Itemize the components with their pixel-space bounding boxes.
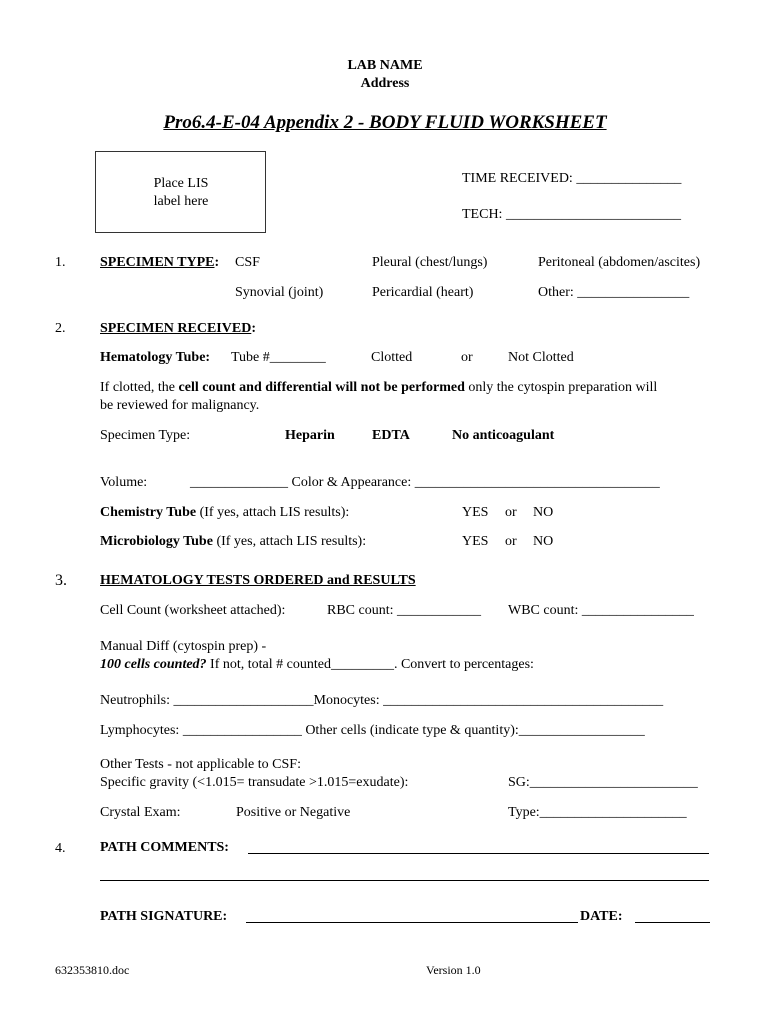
option-other-field[interactable]: Other: ________________ (538, 285, 690, 300)
path-comments-label: PATH COMMENTS: (100, 840, 229, 855)
time-received-field[interactable]: TIME RECEIVED: _______________ (462, 171, 682, 186)
cells-counted-row (100, 656, 534, 674)
lab-name: LAB NAME (347, 58, 423, 73)
footer-doc-name: 632353810.doc (55, 963, 130, 977)
specimen-type-heading (100, 254, 219, 272)
section-1-number: 1. (55, 255, 66, 270)
tube-number-field[interactable]: Tube #________ (231, 350, 326, 365)
specimen-type-heading-colon: : (214, 255, 220, 270)
volume-color-field[interactable]: ______________ Color & Appearance: ___________________________________ (190, 475, 660, 490)
tech-field[interactable]: TECH: _________________________ (462, 207, 681, 222)
chemistry-tube-text: (If yes, attach LIS results): (196, 505, 350, 520)
date-line[interactable] (635, 922, 710, 923)
specific-gravity-label: Specific gravity (<1.015= transudate >1.015=exudate): (100, 775, 409, 790)
volume-label: Volume: (100, 475, 148, 490)
option-peritoneal[interactable]: Peritoneal (abdomen/ascites) (538, 255, 701, 270)
chemistry-tube-row (100, 504, 349, 522)
clotted-note-bold: cell count and differential will not be performed (178, 380, 465, 395)
other-tests-label: Other Tests - not applicable to CSF: (100, 757, 301, 772)
path-comments-line-2[interactable] (100, 880, 709, 881)
section-2-number: 2. (55, 321, 66, 336)
chemistry-yes[interactable]: YES (462, 505, 489, 520)
cells-counted-field[interactable]: If not, total # counted_________. Convert to percentages: (206, 657, 534, 672)
option-pericardial[interactable]: Pericardial (heart) (372, 285, 474, 300)
clotted-note-line2: be reviewed for malignancy. (100, 398, 260, 413)
chemistry-or: or (505, 505, 517, 520)
chemistry-no[interactable]: NO (533, 505, 554, 520)
hematology-tube-label: Hematology Tube: (100, 350, 211, 365)
path-signature-line[interactable] (246, 922, 578, 923)
or-text: or (461, 350, 473, 365)
specimen-received-heading (100, 320, 256, 338)
crystal-positive-negative[interactable]: Positive or Negative (236, 805, 351, 820)
clotted-note-c: only the cytospin preparation will (464, 380, 658, 395)
option-synovial[interactable]: Synovial (joint) (235, 285, 324, 300)
microbiology-or: or (505, 534, 517, 549)
sg-field[interactable]: SG:________________________ (508, 775, 698, 790)
date-label: DATE: (580, 909, 623, 924)
option-not-clotted[interactable]: Not Clotted (508, 350, 574, 365)
lymphocytes-other-cells-field[interactable]: Lymphocytes: _________________ Other cells (indicate type & quantity):__________________ (100, 723, 645, 738)
option-csf[interactable]: CSF (235, 255, 260, 270)
microbiology-tube-row (100, 533, 366, 551)
page-title: Pro6.4-E-04 Appendix 2 - BODY FLUID WORKSHEET (163, 112, 607, 133)
option-pleural[interactable]: Pleural (chest/lungs) (372, 255, 488, 270)
crystal-exam-label: Crystal Exam: (100, 805, 181, 820)
specimen-type-heading-text: SPECIMEN TYPE (100, 255, 215, 270)
specimen-received-heading-colon: : (251, 321, 256, 336)
lab-address: Address (360, 76, 410, 91)
specimen-type-label: Specimen Type: (100, 428, 191, 443)
cell-count-label: Cell Count (worksheet attached): (100, 603, 286, 618)
clotted-note-a: If clotted, the (100, 380, 179, 395)
label-box-line1: Place LIS (153, 176, 209, 191)
microbiology-tube-label: Microbiology Tube (100, 534, 213, 549)
hematology-tests-heading: HEMATOLOGY TESTS ORDERED and RESULTS (100, 573, 416, 588)
option-edta[interactable]: EDTA (372, 428, 410, 443)
chemistry-tube-label: Chemistry Tube (100, 505, 197, 520)
option-heparin[interactable]: Heparin (285, 428, 335, 443)
wbc-count-field[interactable]: WBC count: ________________ (508, 603, 694, 618)
microbiology-tube-text: (If yes, attach LIS results): (212, 534, 367, 549)
path-signature-label: PATH SIGNATURE: (100, 909, 228, 924)
microbiology-no[interactable]: NO (533, 534, 554, 549)
option-clotted[interactable]: Clotted (371, 350, 413, 365)
neutrophils-monocytes-field[interactable]: Neutrophils: ____________________Monocytes: ________________________________________ (100, 693, 664, 708)
microbiology-yes[interactable]: YES (462, 534, 489, 549)
path-comments-line-1[interactable] (248, 853, 709, 854)
label-box-line2: label here (153, 194, 209, 209)
option-no-anticoagulant[interactable]: No anticoagulant (452, 428, 555, 443)
footer-version: Version 1.0 (426, 963, 481, 977)
cells-counted-question: 100 cells counted? (100, 657, 207, 672)
manual-diff-label: Manual Diff (cytospin prep) - (100, 639, 267, 654)
section-4-number: 4. (55, 841, 66, 856)
section-3-number: 3. (55, 572, 67, 589)
rbc-count-field[interactable]: RBC count: ____________ (327, 603, 482, 618)
specimen-received-heading-text: SPECIMEN RECEIVED (100, 321, 252, 336)
clotted-note (100, 379, 657, 397)
crystal-type-field[interactable]: Type:_____________________ (508, 805, 687, 820)
